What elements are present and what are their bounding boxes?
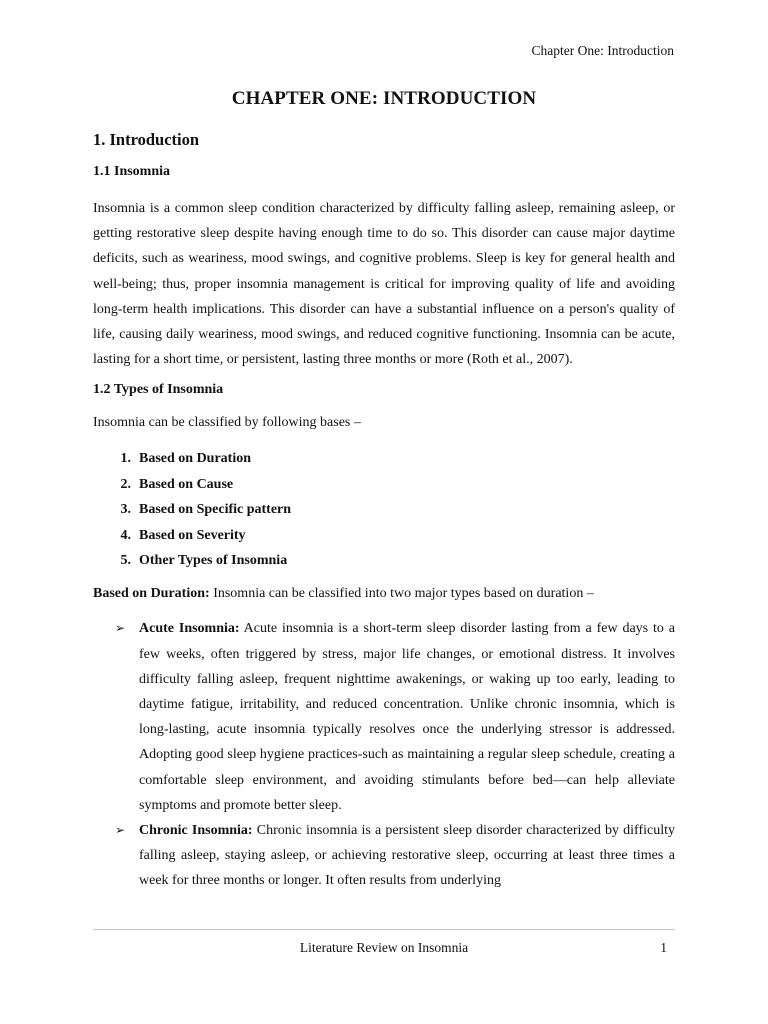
duration-text: Insomnia can be classified into two major types based on duration – <box>209 586 594 602</box>
bullet-term: Acute Insomnia: <box>139 621 240 637</box>
insomnia-paragraph: Insomnia is a common sleep condition characterized by difficulty falling asleep, remaining asleep, or getting restorative sleep despite having enough time to do so. This disorder can cause major daytime deficits, such as weariness, mood swings, and cognitive problems. Sleep is key for general health and well-being; thus, proper insomnia management is critical for improving quality of life and avoiding long-term health implications. This disorder can have a substantial influence on a person's quality of life, causing daily weariness, mood swings, and reduced cognitive functioning. Insomnia can be acute, lasting for a short time, or persistent, lasting three months or more (Roth et al., 2007). <box>93 201 675 368</box>
types-intro: Insomnia can be classified by following bases – <box>93 415 361 431</box>
duration-bullets <box>93 616 675 893</box>
arrow-bullet-icon: ➢ <box>115 823 126 838</box>
bullet-content <box>139 818 675 894</box>
page-body <box>93 88 675 894</box>
bullet-term: Chronic Insomnia: <box>139 823 253 839</box>
list-number: 3. <box>120 502 131 518</box>
list-label: Based on Specific pattern <box>139 502 292 518</box>
list-item <box>93 497 675 522</box>
running-header: Chapter One: Introduction <box>531 43 674 58</box>
list-label: Other Types of Insomnia <box>139 553 288 569</box>
list-label: Based on Severity <box>139 527 246 543</box>
list-number: 2. <box>120 476 131 492</box>
bullet-text: Chronic insomnia is a persistent sleep disorder characterized by difficulty falling asleep, staying asleep, or achieving restorative sleep, occurring at least three times a week for three months or longer. It often results from underlying <box>139 823 675 889</box>
duration-label: Based on Duration: <box>93 586 210 602</box>
bullet-item-chronic <box>93 818 675 894</box>
section-heading-introduction: 1. Introduction <box>93 130 200 149</box>
footer-title: Literature Review on Insomnia <box>299 940 469 955</box>
list-number: 1. <box>120 451 131 467</box>
list-label: Based on Duration <box>139 451 252 467</box>
chapter-title: CHAPTER ONE: INTRODUCTION <box>231 88 537 109</box>
arrow-bullet-icon: ➢ <box>115 621 126 636</box>
bullet-text: Acute insomnia is a short-term sleep disorder lasting from a few days to a few weeks, often triggered by stress, major life changes, or emotional distress. It involves difficulty falling asleep, frequent nighttime awakenings, or waking up too early, leading to daytime fatigue, irritability, and reduced concentration. Unlike chronic insomnia, which is long-lasting, acute insomnia typically resolves once the underlying stressor is addressed. Adopting good sleep hygiene practices-such as maintaining a regular sleep schedule, creating a comfortable sleep environment, and avoiding stimulants before bed—can help alleviate symptoms and promote better sleep. <box>139 621 675 813</box>
list-item <box>93 472 675 497</box>
subsection-heading-types: 1.2 Types of Insomnia <box>93 382 224 398</box>
list-number: 5. <box>120 553 131 569</box>
footer-divider <box>93 929 675 930</box>
list-item <box>93 446 675 471</box>
list-number: 4. <box>120 527 131 543</box>
list-item <box>93 523 675 548</box>
bullet-content <box>139 616 675 818</box>
subsection-heading-insomnia: 1.1 Insomnia <box>93 164 171 179</box>
list-item <box>93 548 675 573</box>
types-list <box>93 446 675 573</box>
bullet-item-acute <box>93 616 675 818</box>
duration-intro <box>93 583 675 605</box>
list-label: Based on Cause <box>139 476 234 492</box>
page-number: 1 <box>660 940 667 955</box>
